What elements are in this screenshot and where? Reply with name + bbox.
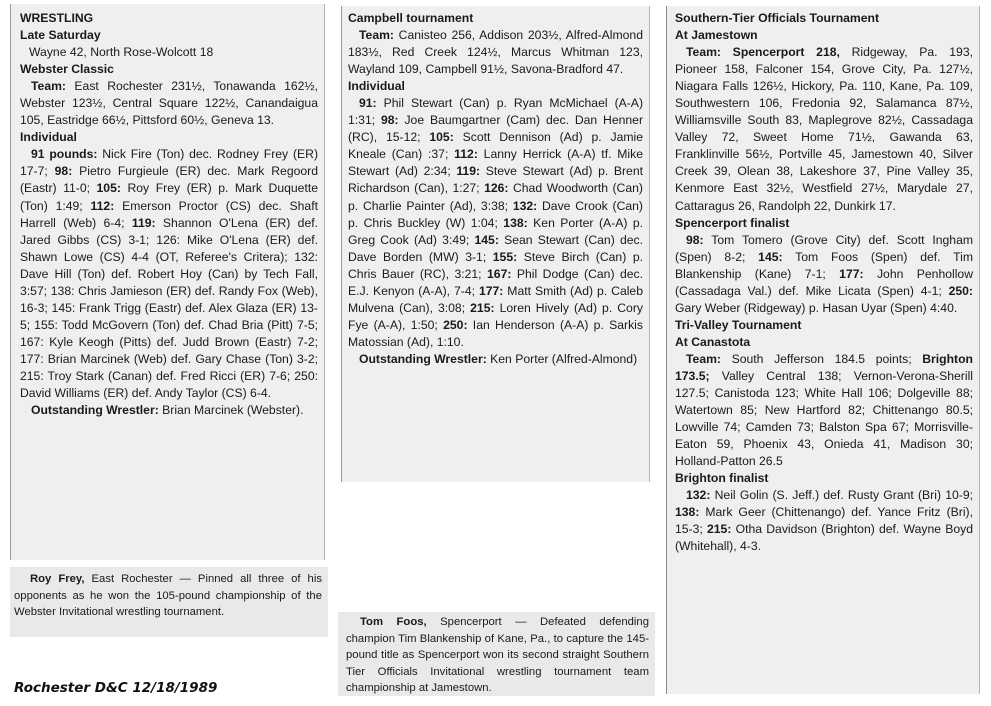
outstanding-text: Brian Marcinek (Webster). [158,403,304,418]
bout-text: Pietro Furgieule (ER) dec. Mark Regoord (Eastr) 11-0; [20,164,318,196]
individual-results [348,95,643,351]
subheading-late-saturday: Late Saturday [20,28,101,43]
team-text: East Rochester 231½, Tonawanda 162½, Webster 123½, Central Square 122½, Canandaigua 105, Eastridge 66½, Pittsford 60½, Geneva 13. [20,79,318,128]
weight-label: 98: [54,164,73,179]
finalist-results [675,487,973,555]
caption-text [346,614,649,696]
column-campbell-tournament [341,6,650,482]
bout-text: Joe Baumgartner (Cam) dec. Dan Henner (RC), 15-12; [348,113,644,145]
weight-label: 145: [758,249,783,264]
weight-label: 98: [380,113,399,128]
subheading-brighton-finalist: Brighton finalist [675,471,769,486]
caption-body: Spencerport — Defeated defending champion Tim Blankenship of Kane, Pa., to capture the 145-pound title as Spencerport won its second straight Southern Tier Officials Invitational wrestling tournament team championship at Jamestown. [346,616,649,694]
team-text: Valley Central 138; Vernon-Verona-Sherill 127.5; Canistoda 123; White Hall 106; Dolgeville 88; Watertown 85; New Hartford 82; Chittenango 80.5; Lowville 74; Camden 73; Balston Spa 67; Morrisville-Eaton 59, Phoenix 43, Onieda 41, Madison 30; Holland-Patton 26.5 [675,368,973,469]
weight-label: 91 pounds: [31,147,98,162]
individual-results [20,146,318,402]
team-text: Canisteo 256, Addison 203½, Alfred-Almond 183½, Red Creek 124½, Marcus Whitman 123, Wayland 109, Campbell 91½, Savona-Bradford 47. [348,28,643,77]
team-label: Team: [686,351,721,366]
team-label: Team: [359,28,394,43]
team-label: Team: Spencerport 218, [686,45,840,60]
weight-label: 177: [478,283,504,298]
caption-name: Roy Frey, [30,573,85,585]
team-label: Team: [31,79,66,94]
outstanding-label: Outstanding Wrestler: [359,351,487,366]
weight-label: 177: [839,266,864,281]
bout-text: Nick Fire (Ton) dec. Rodney Frey (ER) 17-7; [20,147,318,179]
bout-text: Roy Frey (ER) p. Mark Duquette (Ton) 1:49; [20,181,318,213]
weight-label: 215: [707,522,732,537]
bout-text: Ken Porter (A-A) p. Greg Cook (Ad) 3:49; [348,215,644,247]
weight-label: 250: [948,283,973,298]
bout-text: Steve Birch (Can) p. Chris Bauer (RC), 3:21; [348,249,643,281]
section-heading: Campbell tournament [348,11,474,25]
section-heading: Southern-Tier Officials Tournament [675,11,880,25]
team-text: South Jefferson 184.5 points; [721,351,923,366]
outstanding-label: Outstanding Wrestler: [31,403,159,418]
source-citation: Rochester D&C 12/18/1989 [14,680,218,696]
weight-label: 91: [359,96,377,111]
photo-caption-tom-foos [338,612,655,696]
photo-caption-roy-frey [10,567,328,637]
section-heading-tri-valley: Tri-Valley Tournament [675,317,802,332]
team-results [348,27,643,78]
weight-label: 126: [484,181,509,196]
weight-label: 145: [474,232,499,247]
weight-label: 132: [686,488,711,503]
weight-label: 167: [487,266,512,281]
team-results [675,351,973,470]
outstanding-wrestler [348,351,643,368]
caption-text [14,571,322,621]
weight-label: 112: [454,147,478,162]
weight-label: 119: [456,164,481,179]
outstanding-text: Ken Porter (Alfred-Almond) [486,351,638,366]
bout-text: Shannon O'Lena (ER) def. Jared Gibbs (CS) 3-1; 126: Mike O'Lena (ER) def. Shawn Lowe (CS) 4-4 (OT, Referee's Critera); 132: Dave Hill (Ton) def. Robert Hoy (Can) by Tech Fall, 3:57; 138: Chris Jamieson (ER) def. Randy Fox (Web), 16-3; 145: Frank Trigg (Eastr) def. Alex Glaza (ER) 13-5; 155: Todd McGovern (Ton) def. Chad Bria (Pitt) 7-5; 167: Kyle Keogh (Pitts) def. Judd Brown (Eastr) 7-2; 177: Brian Marcinek (Web) def. Gary Chase (Ton) 3-2; 215: Troy Stark (Canan) def. Fred Ricci (ER) 7-6; 250: David Williams (ER) def. Andy Taylor (CS) 6-4. [20,215,318,401]
weight-label: 105: [96,181,121,196]
weight-label: 138: [503,215,528,230]
weight-label: 119: [131,215,156,230]
bout-text: Scott Dennison (Ad) p. Jamie Kneale (Can) :37; [348,130,643,162]
bout-text: Tom Tomero (Grove City) def. Scott Ingham (Spen) 8-2; [675,232,973,264]
bout-text: Sean Stewart (Can) dec. Dave Borden (MW) 3-1; [348,232,643,264]
bout-text: Ian Henderson (A-A) p. Sarkis Matossian (Ad), 1:10. [348,317,643,349]
caption-body: East Rochester — Pinned all three of his opponents as he won the 105-pound championship of the Webster Invitational wrestling tournament. [14,573,322,618]
subheading-individual: Individual [20,130,77,145]
outstanding-wrestler [20,402,318,419]
bout-text: John Penhollow (Cassadaga Val.) def. Mike Licata (Spen) 4-1; [675,266,974,298]
bout-text: Gary Weber (Ridgeway) p. Hasan Uyar (Spen) 4:40. [675,300,958,315]
team-results [675,44,973,214]
location-heading: At Canastota [675,334,751,349]
bout-text: Otha Davidson (Brighton) def. Wayne Boyd (Whitehall), 4-3. [675,522,973,554]
subheading-spencerport-finalist: Spencerport finalist [675,215,790,230]
bout-text: Phil Stewart (Can) p. Ryan McMichael (A-A) 1:31; [348,96,643,128]
bout-text: Steve Stewart (Ad) p. Brent Richardson (Can), 1:27; [348,164,643,196]
weight-label: 98: [686,232,704,247]
bout-text: Mark Geer (Chittenango) def. Yance Fritz (Bri), 15-3; [675,505,973,537]
location-heading: At Jamestown [675,28,758,43]
subheading-individual: Individual [348,79,405,94]
team-results [20,78,318,129]
weight-label: 112: [90,198,115,213]
column-webster-classic [10,4,325,560]
bout-text: Loren Hively (Ad) p. Cory Fye (A-A), 1:50; [348,300,643,332]
bout-text: Matt Smith (Ad) p. Caleb Mulvena (Can), 3:08; [348,283,643,315]
late-saturday-result: Wayne 42, North Rose-Wolcott 18 [29,45,214,60]
section-heading: WRESTLING [20,11,94,25]
weight-label: 105: [429,130,454,145]
column-southern-tier [666,6,980,694]
team-text: Ridgeway, Pa. 193, Pioneer 158, Falconer 154, Grove City, Pa. 127½, Niagara Falls 126½, Hickory, Pa. 110, Kane, Pa. 109, Southwestern 106, Fredonia 92, Salamanca 87½, Williamsville South 83, Maplegrove 82½, Cassadaga Valley 72, Sweet Home 71½, Gawanda 63, Franklinville 56½, Portville 45, Jamestown 40, Silver Creek 39, Olean 38, Lakeshore 37, Pine Valley 35, Kenmore East 32½, Westfield 27½, Marydale 27, Cattaragus 26, Randolph 22, Dunkirk 17. [675,45,973,213]
bout-text: Emerson Proctor (CS) dec. Shaft Harrell (Web) 6-4; [20,198,318,230]
weight-label: 132: [512,198,538,213]
bout-text: Chad Woodworth (Can) p. Charlie Painter (Ad), 3:38; [348,181,643,213]
bout-text: Dave Crook (Can) p. Chris Buckley (W) 1:04; [348,198,643,230]
weight-label: 215: [470,300,495,315]
bout-text: Tom Foos (Spen) def. Tim Blankenship (Kane) 7-1; [675,249,973,281]
brighton-score: Brighton 173.5; [675,351,973,383]
caption-name: Tom Foos, [360,616,427,628]
weight-label: 138: [675,505,700,520]
bout-text: Lanny Herrick (A-A) tf. Mike Stewart (Ad) 2:34; [348,147,643,179]
bout-text: Phil Dodge (Can) dec. E.J. Kenyon (A-A), 7-4; [348,266,644,298]
bout-text: Neil Golin (S. Jeff.) def. Rusty Grant (Bri) 10-9; [710,488,973,503]
subheading-webster-classic: Webster Classic [20,62,114,77]
weight-label: 250: [443,317,468,332]
weight-label: 155: [492,249,518,264]
finalist-results [675,232,973,317]
